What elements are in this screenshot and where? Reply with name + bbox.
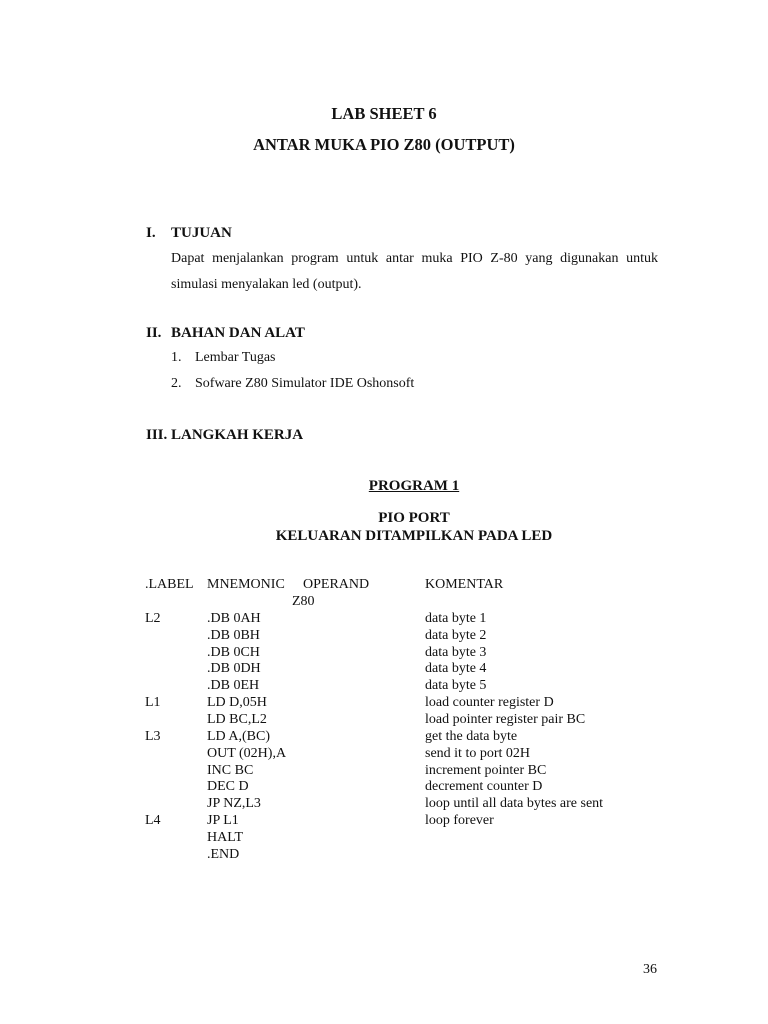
row-label: L4	[145, 813, 161, 828]
row-comment: data byte 1	[425, 611, 487, 626]
row-instruction: INC BC	[207, 763, 254, 778]
row-instruction: JP L1	[207, 813, 239, 828]
row-comment: send it to port 02H	[425, 746, 530, 761]
section-2-number: II.	[146, 325, 162, 341]
list-item-1-text: Lembar Tugas	[195, 350, 276, 365]
row-instruction: OUT (02H),A	[207, 746, 287, 761]
row-instruction: .DB 0BH	[207, 628, 260, 643]
col-header-label: .LABEL	[145, 577, 194, 592]
row-instruction: .DB 0CH	[207, 645, 260, 660]
col-header-comment: KOMENTAR	[425, 577, 504, 592]
row-instruction: DEC D	[207, 779, 249, 794]
row-comment: increment pointer BC	[425, 763, 547, 778]
row-comment: loop forever	[425, 813, 494, 828]
section-3-number: III.	[146, 427, 168, 443]
document-title: LAB SHEET 6	[331, 104, 437, 123]
page-number: 36	[643, 962, 657, 977]
row-instruction: LD BC,L2	[207, 712, 267, 727]
row-comment: data byte 3	[425, 645, 487, 660]
row-label: L1	[145, 695, 161, 710]
section-1-paragraph: Dapat menjalankan program untuk antar muka PIO Z-80 yang digunakan untuk simulasi menyalakan led (output).	[171, 251, 658, 292]
section-3-heading: LANGKAH KERJA	[171, 427, 304, 443]
program-heading-line1: PIO PORT	[378, 510, 450, 526]
document-subtitle: ANTAR MUKA PIO Z80 (OUTPUT)	[253, 135, 515, 154]
row-comment: loop until all data bytes are sent	[425, 796, 604, 811]
program-title: PROGRAM 1	[368, 478, 460, 494]
list-item-1-num: 1.	[171, 350, 182, 365]
row-comment: data byte 2	[425, 628, 487, 643]
col-header-operand: OPERAND	[303, 577, 370, 592]
row-instruction: .DB 0EH	[207, 678, 260, 693]
row-comment: data byte 4	[425, 661, 487, 676]
row-instruction: .END	[207, 847, 240, 862]
row-label: L3	[145, 729, 161, 744]
row-instruction: LD D,05H	[207, 695, 267, 710]
row-instruction: HALT	[207, 830, 244, 845]
list-item-2-num: 2.	[171, 376, 182, 391]
row-comment: data byte 5	[425, 678, 487, 693]
row-instruction: LD A,(BC)	[207, 729, 270, 744]
section-1-heading: TUJUAN	[171, 225, 232, 241]
row-comment: load pointer register pair BC	[425, 712, 586, 727]
row-comment: load counter register D	[425, 695, 554, 710]
section-1-number: I.	[146, 225, 156, 241]
list-item-2-text: Sofware Z80 Simulator IDE Oshonsoft	[195, 376, 415, 391]
row-comment: get the data byte	[425, 729, 518, 744]
row-label: L2	[145, 611, 161, 626]
row-instruction: JP NZ,L3	[207, 796, 261, 811]
row-instruction: .DB 0AH	[207, 611, 261, 626]
col-header-mnemonic: MNEMONIC	[207, 577, 285, 592]
row-instruction: .DB 0DH	[207, 661, 261, 676]
section-2-heading: BAHAN DAN ALAT	[171, 325, 305, 341]
col-header-sub: Z80	[292, 594, 315, 609]
row-comment: decrement counter D	[425, 779, 543, 794]
program-heading-line2: KELUARAN DITAMPILKAN PADA LED	[275, 528, 553, 544]
